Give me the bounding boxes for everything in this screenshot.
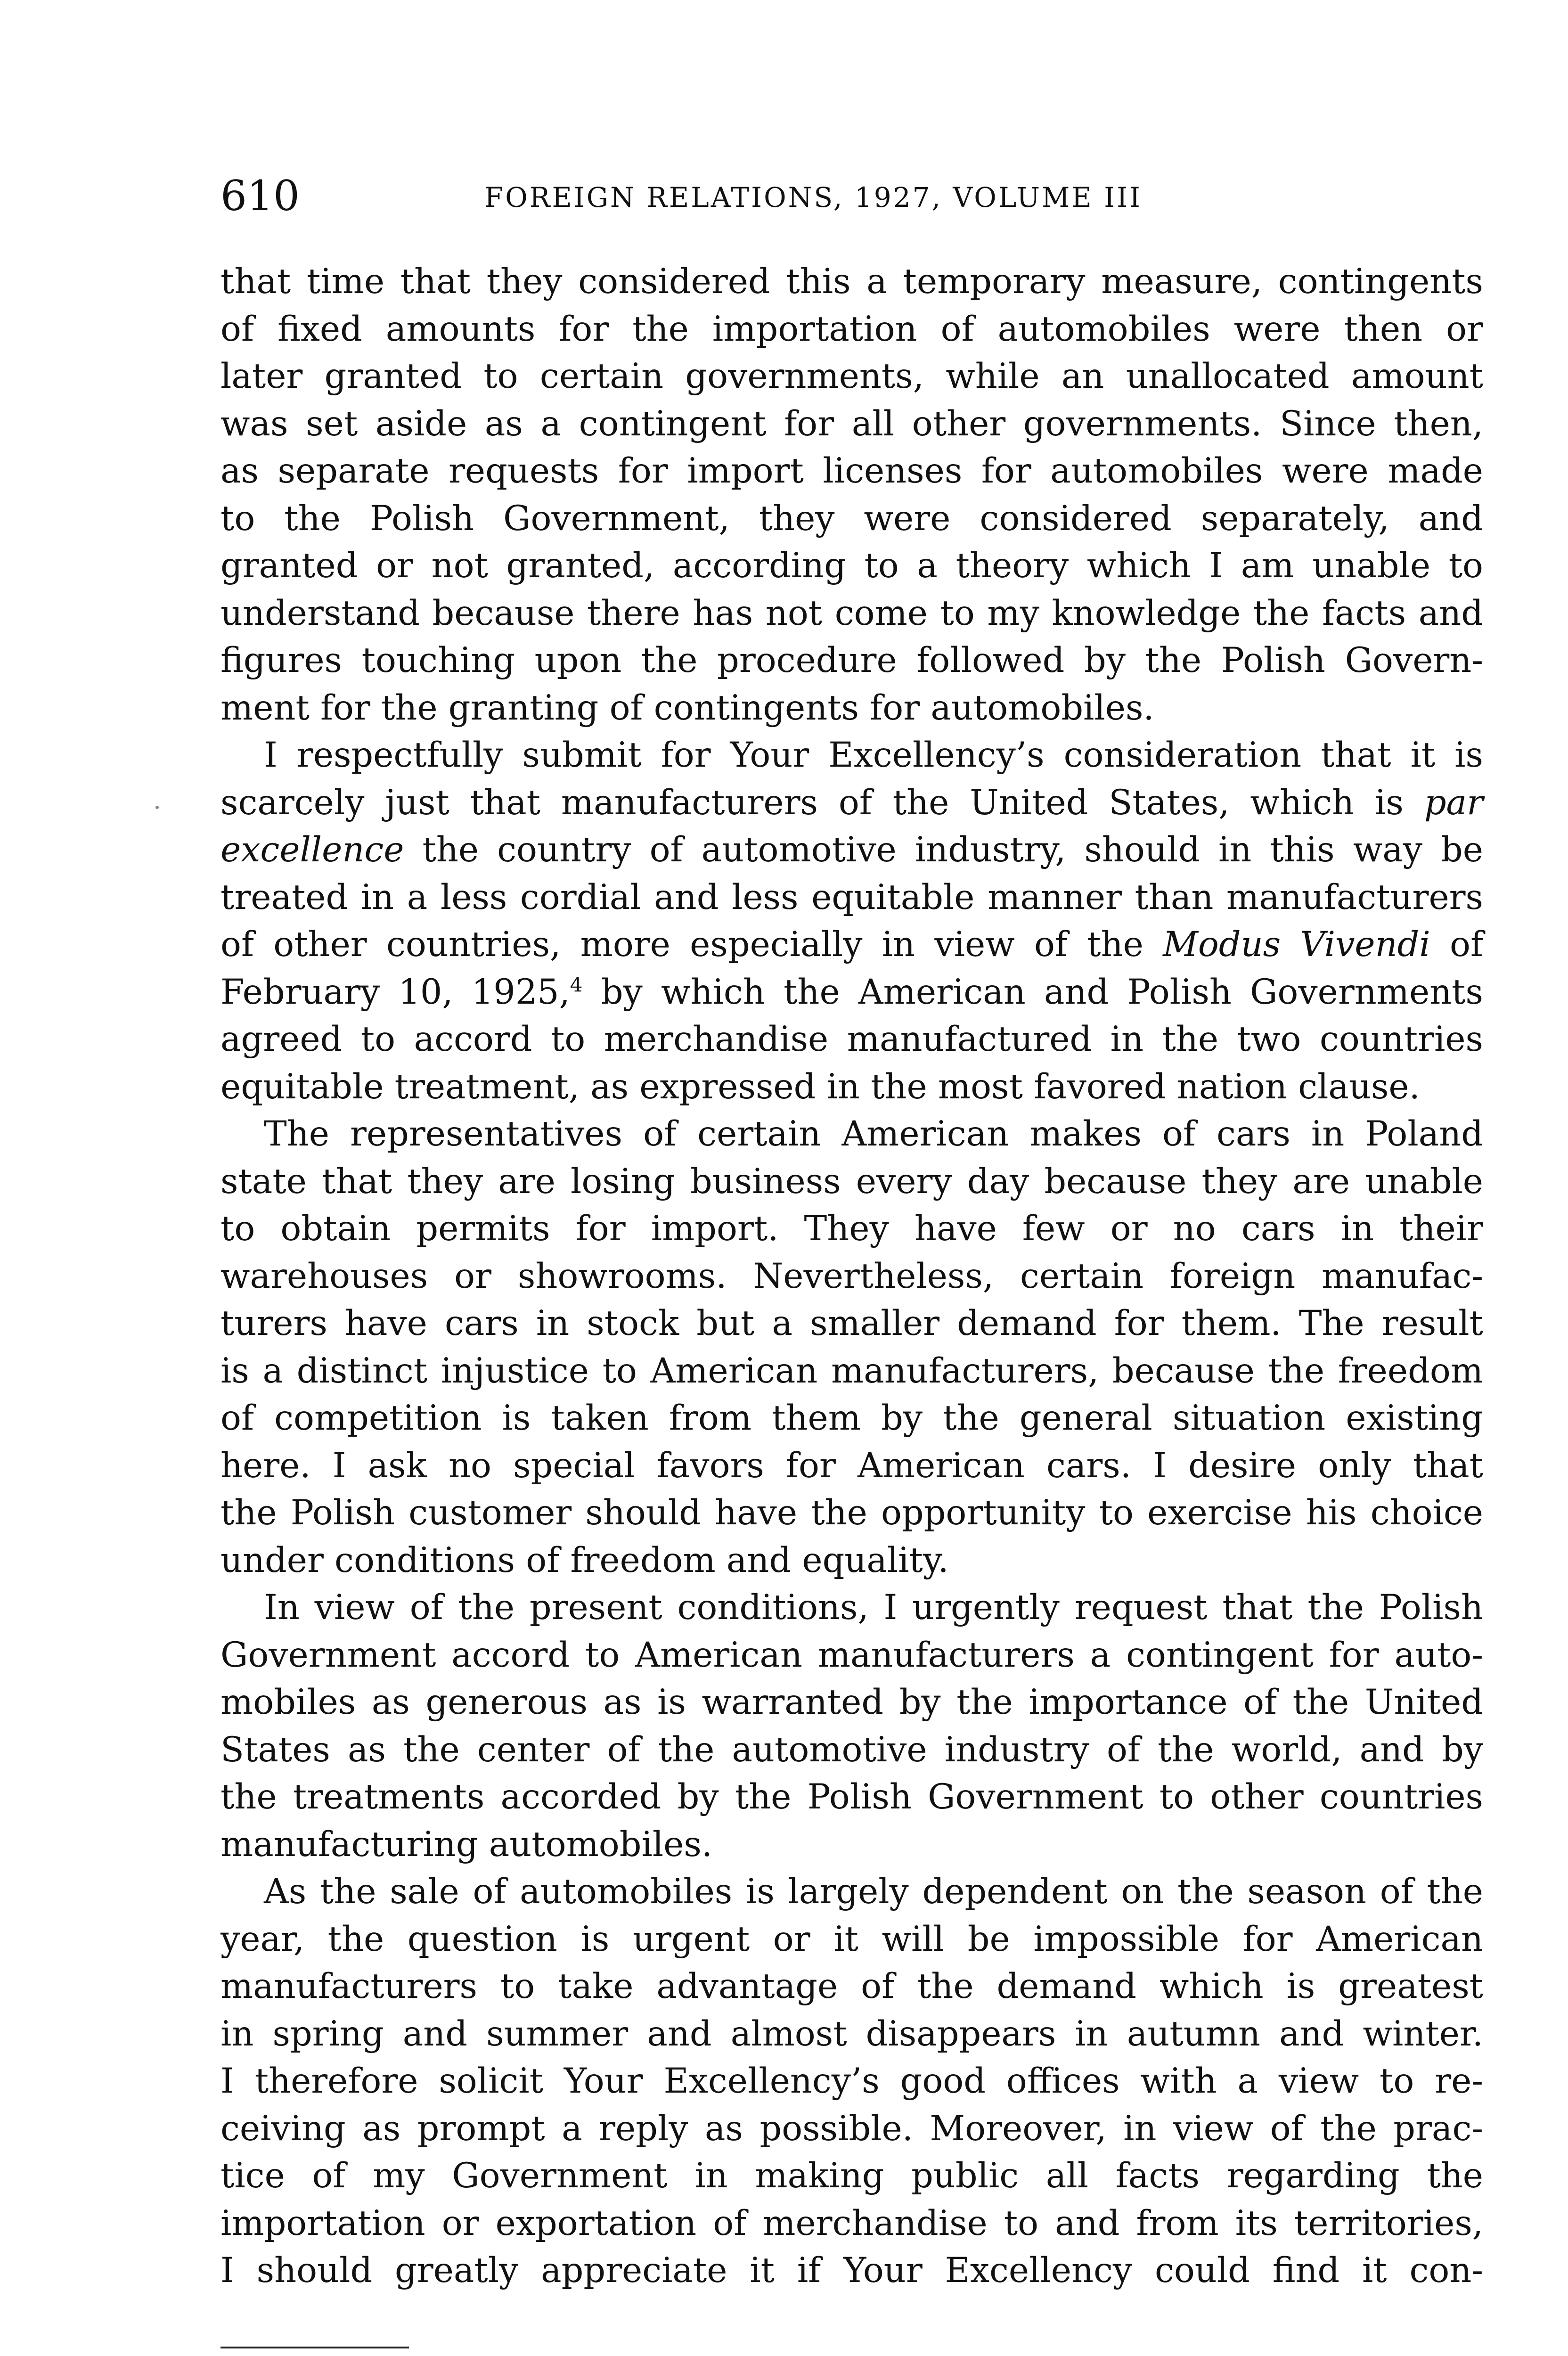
text-line: I respectfully submit for Your Excellency’s consideration that it is bbox=[264, 735, 1483, 775]
line-text: scarcely just that manufacturers of the United States, which is bbox=[220, 782, 1404, 823]
text-line: equitable treatment, as expressed in the most favored nation clause. bbox=[220, 1066, 1420, 1107]
line-text: of other countries, more especially in view of the bbox=[220, 924, 1143, 965]
text-line: agreed to accord to merchandise manufactured in the two countries bbox=[220, 1019, 1483, 1059]
text-line: figures touching upon the procedure followed by the Polish Govern- bbox=[220, 640, 1483, 680]
scan-speck bbox=[155, 806, 159, 809]
line-text: the country of automotive industry, should in this way be bbox=[422, 830, 1483, 870]
footnote-reference: 4 bbox=[570, 973, 583, 997]
paragraph-2 bbox=[220, 732, 1483, 1111]
italic-excellence: excellence bbox=[220, 830, 404, 870]
paragraph-1 bbox=[220, 258, 1483, 732]
text-line: the treatments accorded by the Polish Government to other countries bbox=[220, 1777, 1483, 1817]
text-line: manufacturers to take advantage of the demand which is greatest bbox=[220, 1966, 1483, 2006]
text-line: I therefore solicit Your Excellency’s good offices with a view to re- bbox=[220, 2061, 1483, 2101]
line-text: February 10, 1925, bbox=[220, 972, 570, 1012]
text-line: In view of the present conditions, I urgently request that the Polish bbox=[264, 1587, 1483, 1628]
running-title: FOREIGN RELATIONS, 1927, VOLUME III bbox=[484, 181, 1142, 213]
page-header bbox=[220, 172, 1483, 232]
text-line: understand because there has not come to my knowledge the facts and bbox=[220, 593, 1483, 633]
text-line: ment for the granting of contingents for automobiles. bbox=[220, 687, 1154, 728]
text-line-with-italic bbox=[220, 826, 1483, 874]
text-line: state that they are losing business every day because they are unable bbox=[220, 1161, 1483, 1202]
text-line-with-italic bbox=[220, 779, 1483, 827]
footnote-divider bbox=[220, 2347, 409, 2348]
text-line: here. I ask no special favors for American cars. I desire only that bbox=[220, 1445, 1483, 1486]
text-line: year, the question is urgent or it will be impossible for American bbox=[220, 1919, 1483, 1959]
text-line: granted or not granted, according to a theory which I am unable to bbox=[220, 546, 1483, 586]
text-line: Government accord to American manufacturers a contingent for auto- bbox=[220, 1635, 1483, 1675]
text-line: The representatives of certain American makes of cars in Poland bbox=[264, 1114, 1483, 1154]
body-text bbox=[220, 258, 1483, 2295]
text-line: manufacturing automobiles. bbox=[220, 1824, 713, 1865]
text-line: As the sale of automobiles is largely dependent on the season of the bbox=[264, 1872, 1483, 1912]
paragraph-3 bbox=[220, 1111, 1483, 1584]
text-line: in spring and summer and almost disappears in autumn and winter. bbox=[220, 2013, 1483, 2054]
italic-par: par bbox=[1424, 782, 1483, 823]
text-line: under conditions of freedom and equality. bbox=[220, 1540, 949, 1580]
line-text: of bbox=[1450, 924, 1483, 965]
text-line-with-italic bbox=[220, 921, 1483, 969]
text-line: turers have cars in stock but a smaller demand for them. The result bbox=[220, 1303, 1483, 1343]
text-line: of competition is taken from them by the general situation existing bbox=[220, 1398, 1483, 1438]
text-line: that time that they considered this a temporary measure, contingents bbox=[220, 262, 1483, 302]
text-line: later granted to certain governments, while an unallocated amount bbox=[220, 356, 1483, 396]
text-line: importation or exportation of merchandise to and from its territories, bbox=[220, 2203, 1483, 2243]
text-line: the Polish customer should have the opportunity to exercise his choice bbox=[220, 1493, 1483, 1533]
text-line: to the Polish Government, they were considered separately, and bbox=[220, 498, 1483, 539]
text-line: States as the center of the automotive industry of the world, and by bbox=[220, 1729, 1483, 1770]
line-text: by which the American and Polish Governments bbox=[601, 972, 1483, 1012]
text-line: mobiles as generous as is warranted by the importance of the United bbox=[220, 1682, 1483, 1722]
text-line: ceiving as prompt a reply as possible. Moreover, in view of the prac- bbox=[220, 2108, 1483, 2149]
text-line: of fixed amounts for the importation of automobiles were then or bbox=[220, 309, 1483, 349]
italic-modus-vivendi: Modus Vivendi bbox=[1163, 924, 1430, 965]
text-line: I should greatly appreciate it if Your Excellency could find it con- bbox=[220, 2250, 1483, 2291]
paragraph-4 bbox=[220, 1584, 1483, 1868]
text-line: is a distinct injustice to American manufacturers, because the freedom bbox=[220, 1350, 1483, 1391]
text-line: warehouses or showrooms. Nevertheless, certain foreign manufac- bbox=[220, 1256, 1483, 1296]
page-number: 610 bbox=[220, 172, 300, 220]
text-line: as separate requests for import licenses for automobiles were made bbox=[220, 451, 1483, 491]
text-line-with-footnote-ref bbox=[220, 969, 1483, 1016]
text-line: treated in a less cordial and less equitable manner than manufacturers bbox=[220, 877, 1483, 917]
text-line: to obtain permits for import. They have few or no cars in their bbox=[220, 1209, 1483, 1249]
paragraph-5 bbox=[220, 1868, 1483, 2295]
text-line: tice of my Government in making public all facts regarding the bbox=[220, 2156, 1483, 2196]
text-line: was set aside as a contingent for all other governments. Since then, bbox=[220, 403, 1483, 444]
